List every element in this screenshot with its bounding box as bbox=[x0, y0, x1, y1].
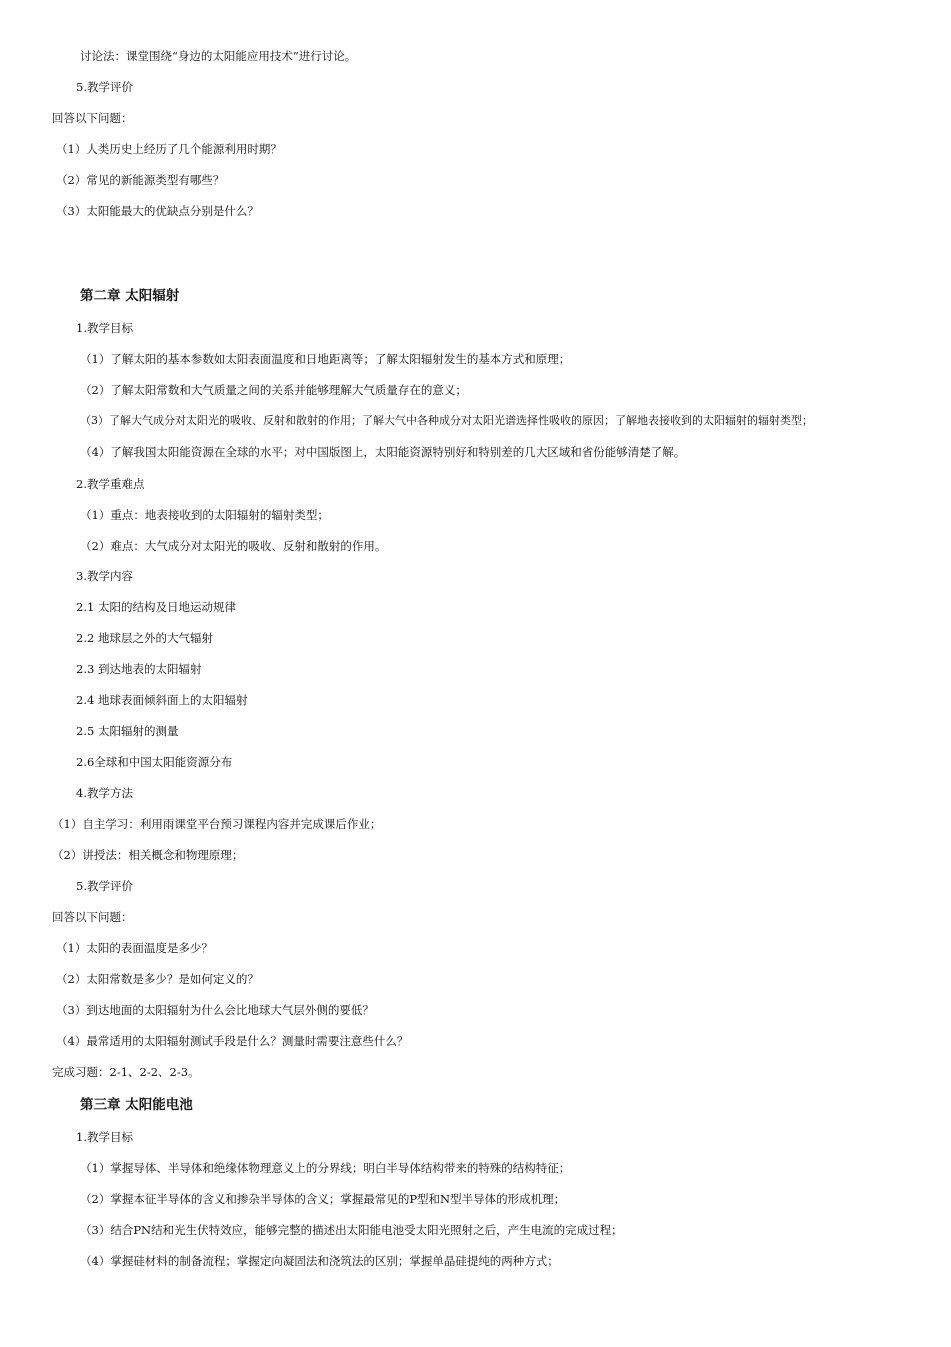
content-item: 2.4 地球表面倾斜面上的太阳辐射 bbox=[76, 693, 248, 707]
chapter-title: 第二章 太阳辐射 bbox=[80, 288, 180, 304]
goal-item: （1）了解太阳的基本参数如太阳表面温度和日地距离等；了解太阳辐射发生的基本方式和原理； bbox=[80, 352, 571, 366]
evaluation-heading: 5.教学评价 bbox=[76, 879, 133, 893]
question-item: （1）太阳的表面温度是多少？ bbox=[56, 941, 213, 955]
chapter-title: 第三章 太阳能电池 bbox=[80, 1097, 193, 1113]
question-item: （2）常见的新能源类型有哪些？ bbox=[56, 173, 225, 187]
goal-item: （2）掌握本征半导体的含义和掺杂半导体的含义；掌握最常见的P型和N型半导体的形成机理； bbox=[80, 1192, 566, 1206]
goals-heading: 1.教学目标 bbox=[76, 321, 133, 335]
goal-item: （4）掌握硅材料的制备流程；掌握定向凝固法和浇筑法的区别；掌握单晶硅提纯的两种方式； bbox=[80, 1254, 559, 1268]
answer-prompt: 回答以下问题： bbox=[52, 910, 133, 924]
method-item: （1）自主学习：利用雨课堂平台预习课程内容并完成课后作业； bbox=[52, 817, 382, 831]
content-item: 2.5 太阳辐射的测量 bbox=[76, 724, 179, 738]
content-item: 2.3 到达地表的太阳辐射 bbox=[76, 662, 202, 676]
goal-item: （2）了解太阳常数和大气质量之间的关系并能够理解大气质量存在的意义； bbox=[80, 383, 467, 397]
question-item: （2）太阳常数是多少？是如何定义的？ bbox=[56, 972, 259, 986]
key-point-item: （1）重点：地表接收到的太阳辐射的辐射类型； bbox=[80, 508, 329, 522]
method-heading: 4.教学方法 bbox=[76, 786, 133, 800]
question-item: （4）最常适用的太阳辐射测试手段是什么？测量时需要注意些什么？ bbox=[56, 1034, 409, 1048]
evaluation-heading: 5.教学评价 bbox=[76, 80, 133, 94]
content-item: 2.1 太阳的结构及日地运动规律 bbox=[76, 600, 236, 614]
content-item: 2.2 地球层之外的大气辐射 bbox=[76, 631, 213, 645]
key-points-heading: 2.教学重难点 bbox=[76, 477, 145, 491]
question-item: （3）太阳能最大的优缺点分别是什么？ bbox=[56, 204, 259, 218]
question-item: （1）人类历史上经历了几个能源利用时期？ bbox=[56, 142, 282, 156]
answer-prompt: 回答以下问题： bbox=[52, 111, 133, 125]
goal-item: （3）结合PN结和光生伏特效应，能够完整的描述出太阳能电池受太阳光照射之后，产生电流的完成过程； bbox=[80, 1223, 623, 1237]
question-item: （3）到达地面的太阳辐射为什么会比地球大气层外侧的要低？ bbox=[56, 1003, 374, 1017]
content-item: 2.6全球和中国太阳能资源分布 bbox=[76, 755, 233, 769]
exercises-text: 完成习题：2-1、2-2、2-3。 bbox=[52, 1065, 200, 1079]
goal-item: （4）了解我国太阳能资源在全球的水平；对中国版图上，太阳能资源特别好和特别差的几大区域和省份能够清楚了解。 bbox=[80, 445, 686, 459]
key-point-item: （2）难点：大气成分对太阳光的吸收、反射和散射的作用。 bbox=[80, 539, 387, 553]
discussion-method-text: 讨论法：课堂围绕“身边的太阳能应用技术”进行讨论。 bbox=[80, 49, 357, 63]
method-item: （2）讲授法：相关概念和物理原理； bbox=[52, 848, 244, 862]
content-heading: 3.教学内容 bbox=[76, 569, 133, 583]
goal-item: （1）掌握导体、半导体和绝缘体物理意义上的分界线；明白半导体结构带来的特殊的结构特征； bbox=[80, 1161, 571, 1175]
goals-heading: 1.教学目标 bbox=[76, 1130, 133, 1144]
goal-item: （3）了解大气成分对太阳光的吸收、反射和散射的作用；了解大气中各种成分对太阳光谱选择性吸收的原因；了解地表接收到的太阳辐射的辐射类型； bbox=[80, 414, 813, 427]
